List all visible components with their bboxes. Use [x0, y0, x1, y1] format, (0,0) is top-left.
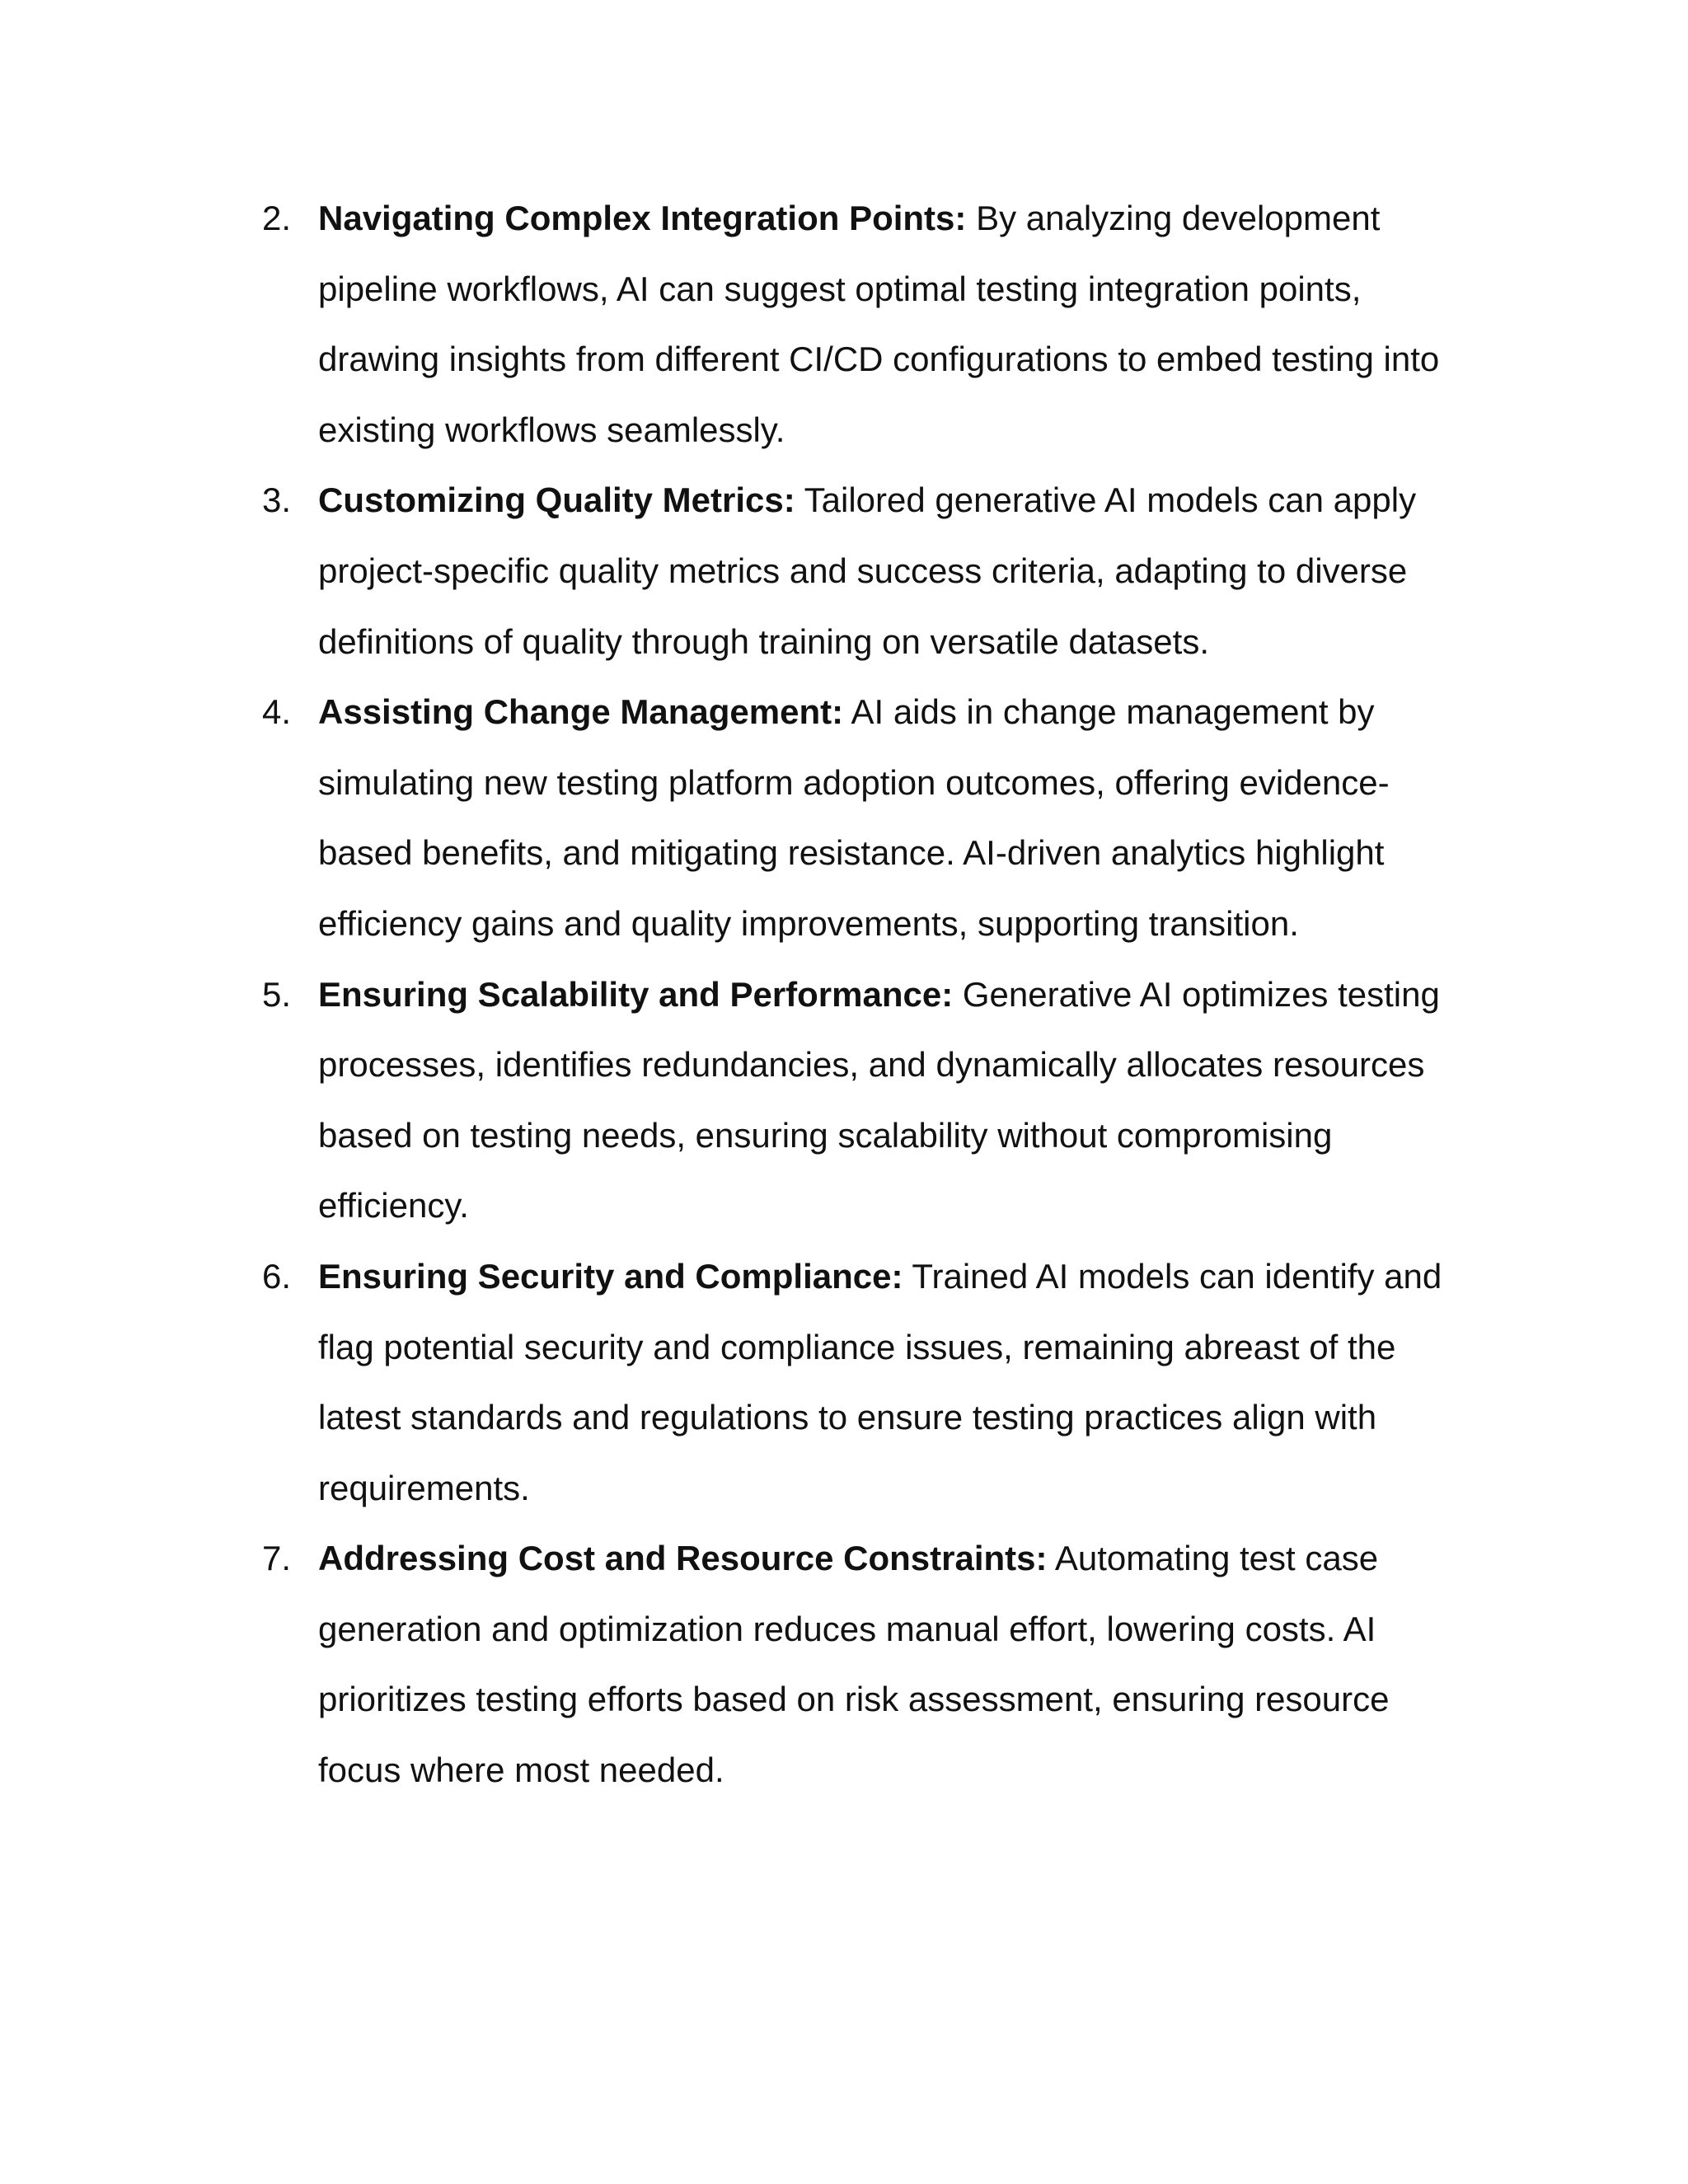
list-item — [262, 677, 1474, 958]
list-item — [262, 465, 1474, 677]
list-item-number: 7. — [262, 1539, 292, 1578]
list-item-number: 2. — [262, 199, 292, 237]
list-item — [262, 959, 1474, 1241]
list-item-heading: Ensuring Security and Compliance: — [318, 1256, 903, 1296]
list-item-text: Tailored generative AI models can apply project-specific quality metrics and success criteria, adapting to diverse definitions of quality through training on versatile datasets. — [318, 480, 1417, 661]
list-item-heading: Ensuring Scalability and Performance: — [318, 974, 954, 1014]
list-item-heading: Assisting Change Management: — [318, 692, 844, 732]
list-item-text: Generative AI optimizes testing processes, identifies redundancies, and dynamically allocates resources based on testing needs, ensuring scalability without compromising efficiency. — [318, 974, 1440, 1226]
list-item-number: 3. — [262, 480, 292, 520]
list-item-text: Trained AI models can identify and flag potential security and compliance issues, remaining abreast of the latest standards and regulations to ensure testing practices align with requirements. — [318, 1256, 1442, 1507]
list-item-text: Automating test case generation and optimization reduces manual effort, lowering costs. AI prioritizes testing efforts based on risk assessment, ensuring resource focus where most needed. — [318, 1539, 1390, 1790]
list-item-number: 6. — [262, 1256, 292, 1296]
list-item-text: By analyzing development pipeline workflows, AI can suggest optimal testing integration points, drawing insights from different CI/CD configurations to embed testing into existing workflows seamlessly. — [318, 199, 1440, 449]
list-item — [262, 183, 1474, 465]
list-item — [262, 1523, 1474, 1805]
list-item — [262, 1241, 1474, 1523]
numbered-list — [262, 183, 1474, 1806]
list-item-number: 4. — [262, 692, 292, 732]
list-item-heading: Addressing Cost and Resource Constraints: — [318, 1539, 1048, 1578]
list-item-heading: Navigating Complex Integration Points: — [318, 199, 967, 237]
list-item-number: 5. — [262, 974, 292, 1014]
list-item-heading: Customizing Quality Metrics: — [318, 480, 795, 520]
list-item-text: AI aids in change management by simulating new testing platform adoption outcomes, offering evidence-based benefits, and mitigating resistance. AI-driven analytics highlight efficiency gains and quality improvements, supporting transition. — [318, 692, 1390, 943]
